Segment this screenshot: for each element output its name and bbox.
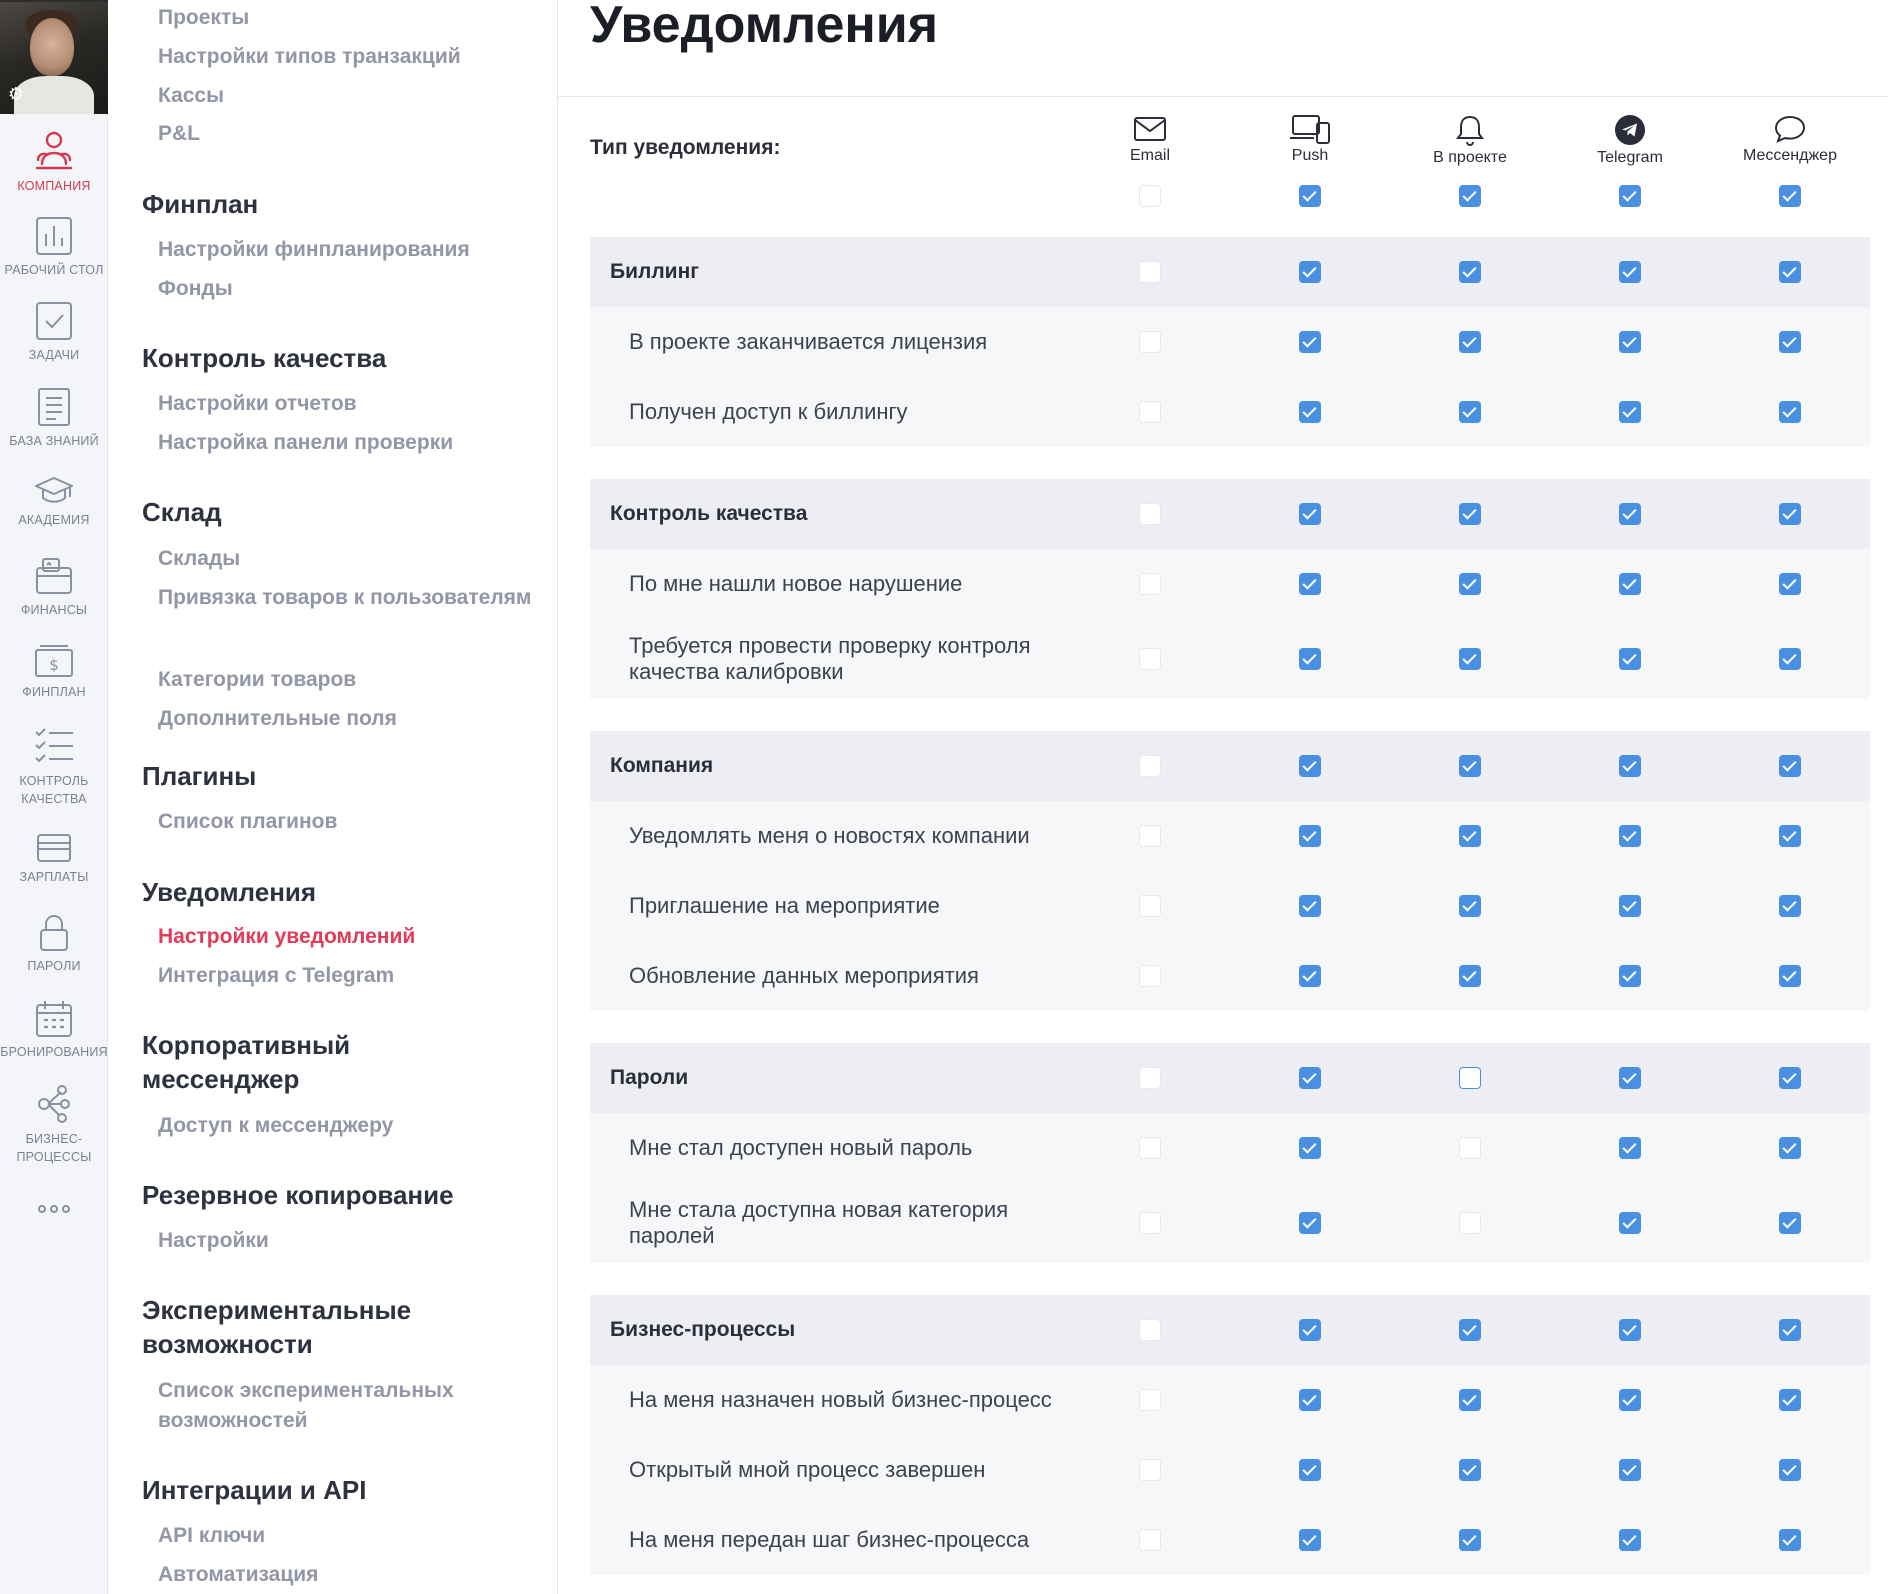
master-checkbox-push[interactable]: [1299, 185, 1321, 207]
group-checkbox-in-project[interactable]: [1459, 1319, 1481, 1341]
row-checkbox-in-project[interactable]: [1459, 1212, 1481, 1234]
nav-link[interactable]: Фонды: [158, 277, 233, 300]
rail-item-finance[interactable]: [0, 556, 108, 619]
row-checkbox-email[interactable]: [1139, 1212, 1161, 1234]
rail-label: ФИНАНСЫ: [20, 603, 88, 617]
row-checkbox-in-project[interactable]: [1459, 825, 1481, 847]
rail-label: КОНТРОЛЬ: [19, 774, 89, 788]
group-title: Бизнес-процессы: [610, 1318, 796, 1341]
devices-icon: [1289, 114, 1331, 144]
main-content: [558, 0, 1888, 1594]
group-checkbox-email[interactable]: [1139, 503, 1161, 525]
nav-link[interactable]: Склады: [158, 547, 241, 570]
nav-link[interactable]: Настройки типов транзакций: [158, 45, 461, 68]
row-checkbox-email[interactable]: [1139, 573, 1161, 595]
group-checkbox-telegram[interactable]: [1619, 261, 1641, 283]
nav-link-active[interactable]: Настройки уведомлений: [158, 925, 416, 948]
group-checkbox-telegram[interactable]: [1619, 1319, 1641, 1341]
checklist-icon: [33, 726, 75, 766]
row-checkbox-telegram[interactable]: [1619, 895, 1641, 917]
row-checkbox-push[interactable]: [1299, 1529, 1321, 1551]
row-checkbox-telegram[interactable]: [1619, 965, 1641, 987]
card-icon: [36, 833, 72, 863]
group-title: Биллинг: [610, 260, 700, 283]
row-checkbox-push[interactable]: [1299, 331, 1321, 353]
row-checkbox-telegram[interactable]: [1619, 1137, 1641, 1159]
notification-label: Требуется провести проверку контроля качества калибровки: [629, 633, 1031, 684]
rail-item-bp[interactable]: [0, 1084, 108, 1166]
row-checkbox-messenger[interactable]: [1779, 1459, 1801, 1481]
nav-link[interactable]: Настройки: [158, 1229, 269, 1252]
notification-label: Открытый мной процесс завершен: [629, 1457, 986, 1482]
row-checkbox-messenger[interactable]: [1779, 1212, 1801, 1234]
notification-label: Приглашение на мероприятие: [629, 893, 940, 918]
graduation-cap-icon: [34, 476, 74, 506]
icon-rail: [0, 0, 108, 1594]
more-dots-icon: [34, 1204, 74, 1214]
group-checkbox-messenger[interactable]: [1779, 1067, 1801, 1089]
nav-section-title: Финплан: [142, 189, 259, 219]
group-checkbox-push[interactable]: [1299, 755, 1321, 777]
bell-icon: [1454, 114, 1486, 146]
rail-label: ФИНПЛАН: [22, 685, 86, 699]
divider: [558, 96, 1888, 97]
group-checkbox-push[interactable]: [1299, 1319, 1321, 1341]
calendar-icon: [35, 1000, 73, 1038]
column-header-label: Push: [1291, 147, 1329, 164]
row-checkbox-messenger[interactable]: [1779, 825, 1801, 847]
column-header-telegram: [1550, 114, 1710, 167]
row-checkbox-telegram[interactable]: [1619, 648, 1641, 670]
group-checkbox-email[interactable]: [1139, 261, 1161, 283]
row-checkbox-push[interactable]: [1299, 825, 1321, 847]
nav-link[interactable]: Интеграция с Telegram: [158, 964, 395, 987]
master-checkbox-telegram[interactable]: [1619, 185, 1641, 207]
gear-icon[interactable]: ⚙: [7, 84, 25, 104]
notification-label: На меня назначен новый бизнес-процесс: [629, 1387, 1052, 1412]
row-checkbox-in-project[interactable]: [1459, 331, 1481, 353]
column-header-label: В проекте: [1433, 149, 1507, 166]
group-checkbox-push[interactable]: [1299, 503, 1321, 525]
row-checkbox-email[interactable]: [1139, 401, 1161, 423]
group-title: Контроль качества: [610, 502, 808, 525]
dashboard-icon: [35, 216, 73, 256]
row-checkbox-push[interactable]: [1299, 1389, 1321, 1411]
rail-label: РАБОЧИЙ СТОЛ: [4, 263, 104, 277]
rail-item-salary[interactable]: [0, 833, 108, 886]
notification-label: Уведомлять меня о новостях компании: [629, 823, 1030, 848]
group-checkbox-telegram[interactable]: [1619, 1067, 1641, 1089]
money-icon: [34, 644, 74, 678]
group-title: Компания: [610, 754, 714, 777]
email-icon: [1133, 114, 1167, 144]
rail-item-booking[interactable]: [0, 1000, 108, 1061]
nav-link[interactable]: Настройка панели проверки: [158, 431, 454, 454]
row-checkbox-email[interactable]: [1139, 1459, 1161, 1481]
row-checkbox-telegram[interactable]: [1619, 1459, 1641, 1481]
row-checkbox-messenger[interactable]: [1779, 1137, 1801, 1159]
row-checkbox-messenger[interactable]: [1779, 401, 1801, 423]
company-icon: [33, 130, 75, 172]
notification-label: Обновление данных мероприятия: [629, 963, 979, 988]
row-checkbox-telegram[interactable]: [1619, 573, 1641, 595]
row-checkbox-messenger[interactable]: [1779, 1389, 1801, 1411]
nav-link[interactable]: Автоматизация: [158, 1563, 319, 1586]
row-checkbox-messenger[interactable]: [1779, 573, 1801, 595]
row-checkbox-messenger[interactable]: [1779, 965, 1801, 987]
column-header-messenger: [1710, 114, 1870, 165]
chat-bubble-icon: [1773, 114, 1807, 144]
rail-item-tasks[interactable]: [0, 301, 108, 364]
nav-section-title: Склад: [142, 497, 222, 527]
nav-section-title: Корпоративный мессенджер: [142, 1030, 351, 1094]
row-checkbox-email[interactable]: [1139, 648, 1161, 670]
rail-label: ПАРОЛИ: [27, 959, 81, 973]
nav-section-title: Интеграции и API: [142, 1475, 367, 1505]
row-checkbox-email[interactable]: [1139, 895, 1161, 917]
rail-item-desk[interactable]: [0, 216, 108, 279]
wallet-icon: [34, 556, 74, 596]
group-checkbox-messenger[interactable]: [1779, 755, 1801, 777]
row-checkbox-in-project[interactable]: [1459, 895, 1481, 917]
notification-label: Мне стала доступна новая категория паролей: [629, 1197, 1009, 1248]
row-checkbox-email[interactable]: [1139, 965, 1161, 987]
row-checkbox-push[interactable]: [1299, 1137, 1321, 1159]
row-checkbox-email[interactable]: [1139, 1137, 1161, 1159]
group-header: [590, 1043, 1870, 1113]
row-checkbox-telegram[interactable]: [1619, 1529, 1641, 1551]
column-header-in-project: [1390, 114, 1550, 167]
row-checkbox-telegram[interactable]: [1619, 331, 1641, 353]
notification-type-label: Тип уведомления:: [590, 136, 781, 159]
rail-item-qc[interactable]: [0, 726, 108, 808]
group-checkbox-telegram[interactable]: [1619, 755, 1641, 777]
group-title: Пароли: [610, 1066, 689, 1089]
document-icon: [37, 387, 71, 427]
row-checkbox-in-project[interactable]: [1459, 965, 1481, 987]
nav-link[interactable]: Настройки финпланирования: [158, 238, 470, 261]
nav-section-title: Экспериментальные возможности: [142, 1295, 412, 1359]
nav-section-title: Плагины: [142, 761, 257, 791]
row-checkbox-telegram[interactable]: [1619, 401, 1641, 423]
nav-section-title: Контроль качества: [142, 343, 387, 373]
more-button[interactable]: [0, 1204, 108, 1214]
column-header-email: [1070, 114, 1230, 165]
rail-label: КОМПАНИЯ: [17, 179, 91, 193]
group-checkbox-email[interactable]: [1139, 755, 1161, 777]
group-header: [590, 731, 1870, 801]
avatar-photo-face: [30, 18, 74, 76]
row-checkbox-push[interactable]: [1299, 648, 1321, 670]
rail-label: ПРОЦЕССЫ: [16, 1150, 92, 1164]
row-checkbox-email[interactable]: [1139, 1529, 1161, 1551]
row-checkbox-push[interactable]: [1299, 573, 1321, 595]
column-header-label: Мессенджер: [1743, 147, 1837, 164]
rail-label: АКАДЕМИЯ: [18, 513, 90, 527]
group-checkbox-telegram[interactable]: [1619, 503, 1641, 525]
rail-item-passwords[interactable]: [0, 914, 108, 975]
row-checkbox-push[interactable]: [1299, 401, 1321, 423]
rail-label: КАЧЕСТВА: [21, 792, 87, 806]
nav-section-title: Резервное копирование: [142, 1180, 454, 1210]
nav-link[interactable]: Проекты: [158, 6, 250, 29]
telegram-icon: [1614, 114, 1646, 146]
nav-link[interactable]: Настройки отчетов: [158, 392, 357, 415]
row-checkbox-in-project[interactable]: [1459, 1459, 1481, 1481]
row-checkbox-push[interactable]: [1299, 1459, 1321, 1481]
settings-nav: [109, 0, 558, 1594]
group-checkbox-messenger[interactable]: [1779, 261, 1801, 283]
lock-icon: [39, 914, 69, 952]
nav-link[interactable]: Кассы: [158, 84, 225, 107]
row-checkbox-telegram[interactable]: [1619, 1389, 1641, 1411]
group-checkbox-email[interactable]: [1139, 1319, 1161, 1341]
nav-link[interactable]: Категории товаров: [158, 668, 357, 691]
group-checkbox-in-project[interactable]: [1459, 503, 1481, 525]
group-header: [590, 237, 1870, 307]
row-checkbox-messenger[interactable]: [1779, 1529, 1801, 1551]
avatar[interactable]: [0, 0, 108, 114]
row-checkbox-messenger[interactable]: [1779, 895, 1801, 917]
row-checkbox-in-project[interactable]: [1459, 401, 1481, 423]
rail-label: ЗАРПЛАТЫ: [19, 870, 89, 884]
row-checkbox-telegram[interactable]: [1619, 1212, 1641, 1234]
row-checkbox-telegram[interactable]: [1619, 825, 1641, 847]
column-header-push: [1230, 114, 1390, 165]
nav-link[interactable]: Доступ к мессенджеру: [158, 1114, 394, 1137]
group-rows: [590, 307, 1870, 447]
nav-link[interactable]: Список экспериментальных возможностей: [158, 1379, 454, 1432]
group-checkbox-in-project[interactable]: [1459, 755, 1481, 777]
row-checkbox-push[interactable]: [1299, 965, 1321, 987]
row-checkbox-messenger[interactable]: [1779, 331, 1801, 353]
row-checkbox-in-project[interactable]: [1459, 573, 1481, 595]
rail-label: БРОНИРОВАНИЯ: [0, 1045, 108, 1059]
row-checkbox-email[interactable]: [1139, 1389, 1161, 1411]
rail-item-company[interactable]: [0, 130, 108, 195]
row-checkbox-messenger[interactable]: [1779, 648, 1801, 670]
nav-section-title: Уведомления: [142, 877, 317, 907]
notification-label: В проекте заканчивается лицензия: [629, 329, 988, 354]
nav-link[interactable]: Дополнительные поля: [158, 707, 397, 730]
nav-link[interactable]: P&L: [158, 122, 200, 145]
notification-label: На меня передан шаг бизнес-процесса: [629, 1527, 1030, 1552]
rail-item-kb[interactable]: [0, 387, 108, 450]
rail-item-finplan[interactable]: [0, 644, 108, 701]
group-checkbox-push[interactable]: [1299, 261, 1321, 283]
group-checkbox-messenger[interactable]: [1779, 1319, 1801, 1341]
svg-text:$: $: [49, 656, 59, 674]
column-header-label: Telegram: [1597, 149, 1663, 166]
notification-label: По мне нашли новое нарушение: [629, 571, 963, 596]
rail-label: ЗАДАЧИ: [28, 348, 80, 362]
page-title: Уведомления: [590, 0, 939, 54]
group-checkbox-in-project[interactable]: [1459, 1067, 1481, 1089]
nav-link[interactable]: API ключи: [158, 1524, 266, 1547]
flow-icon: [36, 1084, 72, 1124]
master-checkbox-messenger[interactable]: [1779, 185, 1801, 207]
rail-label: БАЗА ЗНАНИЙ: [9, 434, 99, 448]
master-checkbox-email[interactable]: [1139, 185, 1161, 207]
row-checkbox-email[interactable]: [1139, 825, 1161, 847]
column-header-label: Email: [1129, 147, 1170, 164]
row-checkbox-in-project[interactable]: [1459, 1137, 1481, 1159]
avatar-photo: [14, 76, 94, 114]
row-checkbox-push[interactable]: [1299, 895, 1321, 917]
row-checkbox-in-project[interactable]: [1459, 1529, 1481, 1551]
tasks-icon: [35, 301, 73, 341]
notification-label: Получен доступ к биллингу: [629, 399, 908, 424]
group-checkbox-email[interactable]: [1139, 1067, 1161, 1089]
row-checkbox-push[interactable]: [1299, 1212, 1321, 1234]
nav-link[interactable]: Привязка товаров к пользователям: [158, 586, 532, 609]
group-checkbox-push[interactable]: [1299, 1067, 1321, 1089]
rail-item-academy[interactable]: [0, 476, 108, 529]
notification-label: Мне стал доступен новый пароль: [629, 1135, 973, 1160]
group-checkbox-in-project[interactable]: [1459, 261, 1481, 283]
master-checkbox-in-project[interactable]: [1459, 185, 1481, 207]
rail-label: БИЗНЕС-: [25, 1132, 83, 1146]
row-checkbox-in-project[interactable]: [1459, 1389, 1481, 1411]
nav-link[interactable]: Список плагинов: [158, 810, 338, 833]
row-checkbox-email[interactable]: [1139, 331, 1161, 353]
group-checkbox-messenger[interactable]: [1779, 503, 1801, 525]
row-checkbox-in-project[interactable]: [1459, 648, 1481, 670]
